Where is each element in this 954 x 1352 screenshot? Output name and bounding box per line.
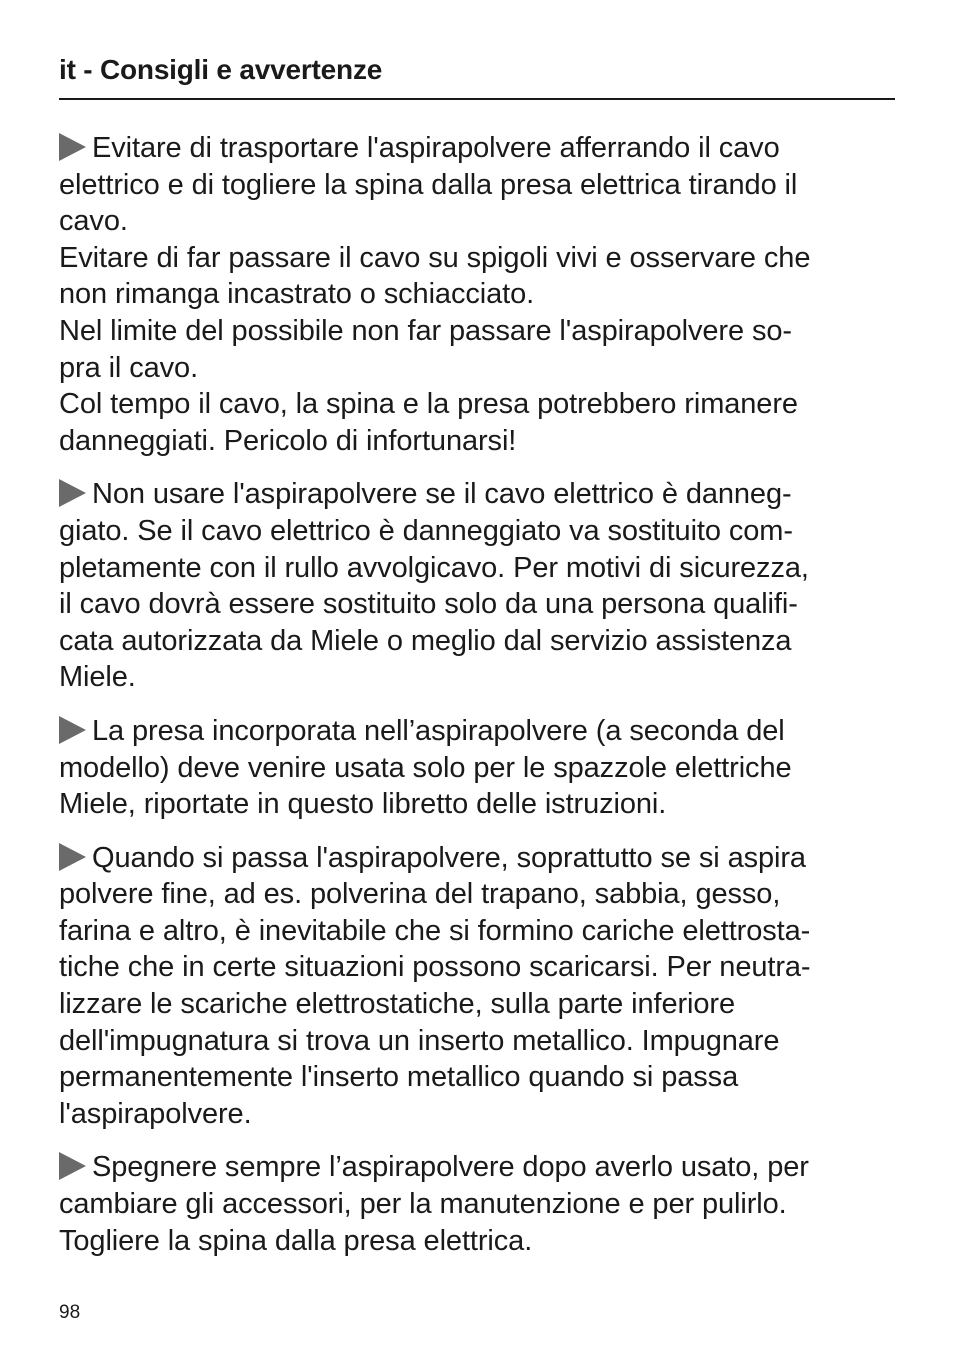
page-header [59, 52, 895, 100]
text-line: Togliere la spina dalla presa elettrica. [59, 1224, 533, 1257]
text-line [59, 476, 895, 513]
text-line: non rimanga incastrato o schiacciato. [59, 278, 535, 311]
text-line: l'aspirapolvere. [59, 1097, 252, 1130]
triangle-right-icon [59, 843, 86, 871]
warning-paragraph [59, 713, 895, 823]
text-line: cavo. [59, 205, 128, 238]
text-line: elettrico e di togliere la spina dalla presa elettrica tirando il [59, 168, 798, 201]
text-line: giato. Se il cavo elettrico è danneggiato va sostituito com- [59, 514, 793, 547]
text-line: Evitare di far passare il cavo su spigoli vivi e osservare che [59, 241, 811, 274]
warnings-content [59, 130, 895, 1276]
text-run: Quando si passa l'aspirapolvere, soprattutto se si aspira [92, 841, 806, 874]
text-line [59, 713, 895, 750]
text-line: farina e altro, è inevitabile che si formino cariche elettrosta- [59, 914, 811, 947]
warning-paragraph [59, 840, 895, 1133]
warning-paragraph [59, 130, 895, 459]
page-number: 98 [59, 1302, 81, 1323]
text-line: tiche che in certe situazioni possono scaricarsi. Per neutra- [59, 951, 811, 984]
text-line: Miele, riportate in questo libretto delle istruzioni. [59, 788, 667, 821]
warning-paragraph [59, 476, 895, 696]
text-line [59, 1149, 895, 1186]
text-line: lizzare le scariche elettrostatiche, sulla parte inferiore [59, 988, 736, 1021]
triangle-right-icon [59, 1152, 86, 1180]
text-line: cata autorizzata da Miele o meglio dal servizio assistenza [59, 624, 792, 657]
text-line: polvere fine, ad es. polverina del trapano, sabbia, gesso, [59, 878, 781, 911]
text-run: La presa incorporata nell’aspirapolvere (a seconda del [92, 714, 785, 747]
text-line: Nel limite del possibile non far passare l'aspirapolvere so- [59, 314, 792, 347]
text-line: il cavo dovrà essere sostituito solo da una persona qualifi- [59, 588, 798, 621]
text-line: pletamente con il rullo avvolgicavo. Per motivi di sicurezza, [59, 551, 809, 584]
section-title: it - Consigli e avvertenze [59, 54, 383, 85]
text-line: danneggiati. Pericolo di infortunarsi! [59, 424, 517, 457]
text-run: Spegnere sempre l’aspirapolvere dopo averlo usato, per [92, 1151, 809, 1184]
text-line [59, 840, 895, 877]
triangle-right-icon [59, 716, 86, 744]
text-line: Miele. [59, 661, 136, 694]
text-line: Col tempo il cavo, la spina e la presa potrebbero rimanere [59, 388, 798, 421]
text-line: permanentemente l'inserto metallico quando si passa [59, 1061, 739, 1094]
text-run: Evitare di trasportare l'aspirapolvere afferrando il cavo [92, 132, 780, 164]
text-run: Non usare l'aspirapolvere se il cavo elettrico è danneg- [92, 478, 792, 511]
text-line: pra il cavo. [59, 351, 199, 384]
text-line: dell'impugnatura si trova un inserto metallico. Impugnare [59, 1024, 780, 1057]
text-line: modello) deve venire usata solo per le spazzole elettriche [59, 751, 792, 784]
text-line: cambiare gli accessori, per la manutenzione e per pulirlo. [59, 1188, 787, 1221]
triangle-right-icon [59, 479, 86, 507]
warning-paragraph [59, 1149, 895, 1259]
text-line [59, 130, 895, 167]
triangle-right-icon [59, 133, 86, 161]
